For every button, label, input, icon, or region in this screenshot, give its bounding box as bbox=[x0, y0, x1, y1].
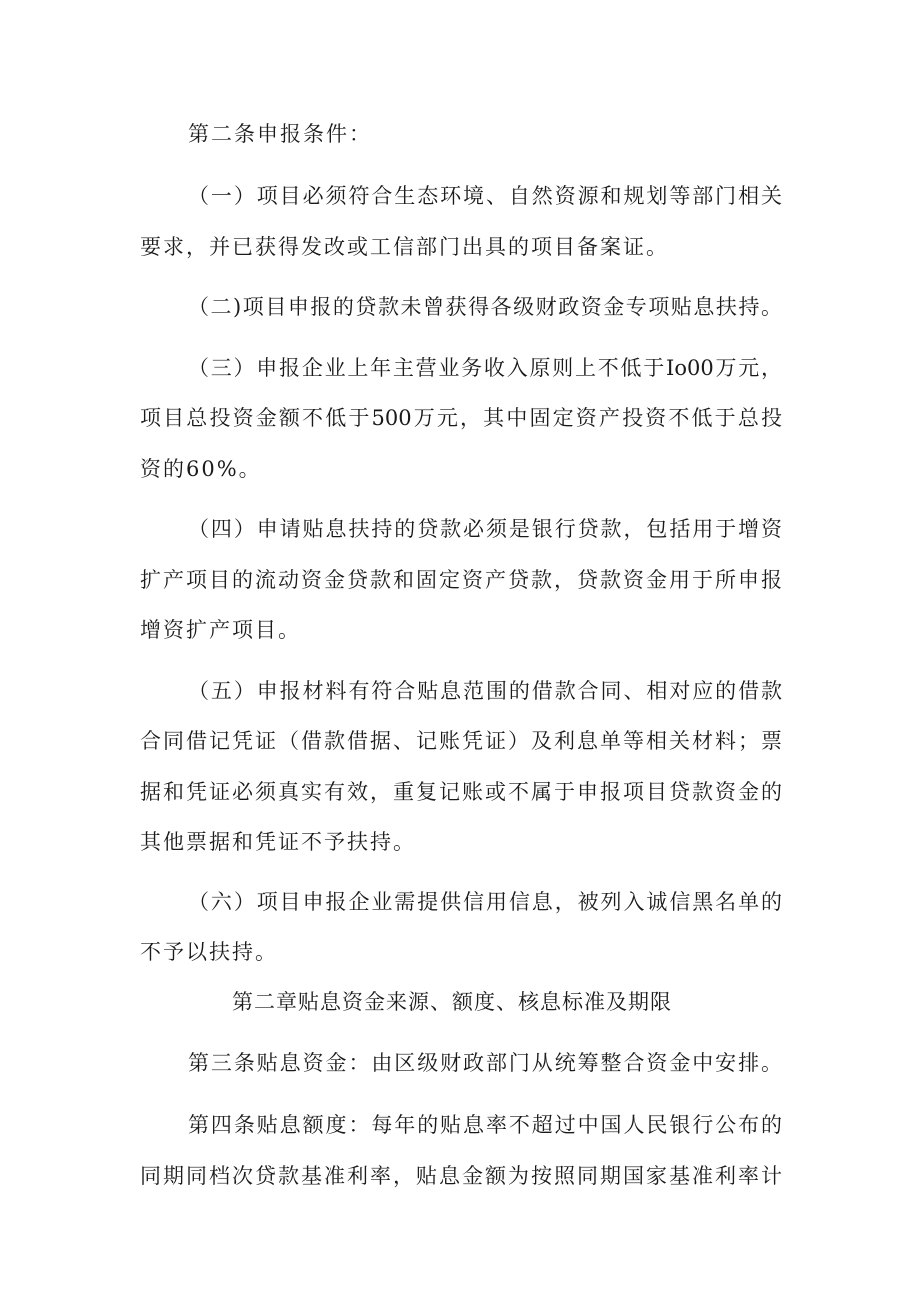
condition-5-line-4: 其他票据和凭证不予扶持。 bbox=[140, 830, 416, 854]
article-3-line-1: 第三条贴息资金：由区级财政部门从统筹整合资金中安排。 bbox=[188, 1051, 782, 1075]
article-2-title: 第二条申报条件： bbox=[188, 122, 372, 146]
condition-4-line-1: （四）申请贴息扶持的贷款必须是银行贷款，包括用于增资 bbox=[188, 517, 782, 541]
condition-2-line-1: （二)项目申报的贷款未曾获得各级财政资金专项贴息扶持。 bbox=[188, 295, 782, 319]
condition-3-line-1: （三）申报企业上年主营业务收入原则上不低于Io00万元， bbox=[188, 356, 782, 380]
condition-5-line-3: 据和凭证必须真实有效，重复记账或不属于申报项目贷款资金的 bbox=[140, 780, 782, 804]
condition-6-line-2: 不予以扶持。 bbox=[140, 940, 278, 964]
condition-5-line-1: （五）申报材料有符合贴息范围的借款合同、相对应的借款 bbox=[188, 679, 782, 703]
condition-3-line-3: 资的60%。 bbox=[140, 457, 262, 481]
chapter-2-heading: 第二章贴息资金来源、额度、核息标准及期限 bbox=[232, 990, 672, 1014]
condition-5-line-2: 合同借记凭证（借款借据、记账凭证）及利息单等相关材料；票 bbox=[140, 729, 782, 753]
condition-6-line-1: （六）项目申报企业需提供信用信息，被列入诚信黑名单的 bbox=[188, 890, 782, 914]
condition-4-line-2: 扩产项目的流动资金贷款和固定资产贷款，贷款资金用于所申报 bbox=[140, 568, 782, 592]
article-4-line-1: 第四条贴息额度：每年的贴息率不超过中国人民银行公布的 bbox=[188, 1113, 782, 1137]
condition-1-line-1: （一）项目必须符合生态环境、自然资源和规划等部门相关 bbox=[188, 184, 782, 208]
condition-1-line-2: 要求，并已获得发改或工信部门出具的项目备案证。 bbox=[140, 235, 669, 259]
article-4-line-2: 同期同档次贷款基准利率，贴息金额为按照同期国家基准利率计 bbox=[140, 1164, 782, 1188]
condition-3-line-2: 项目总投资金额不低于500万元，其中固定资产投资不低于总投 bbox=[140, 406, 782, 430]
condition-4-line-3: 增资扩产项目。 bbox=[140, 618, 301, 642]
